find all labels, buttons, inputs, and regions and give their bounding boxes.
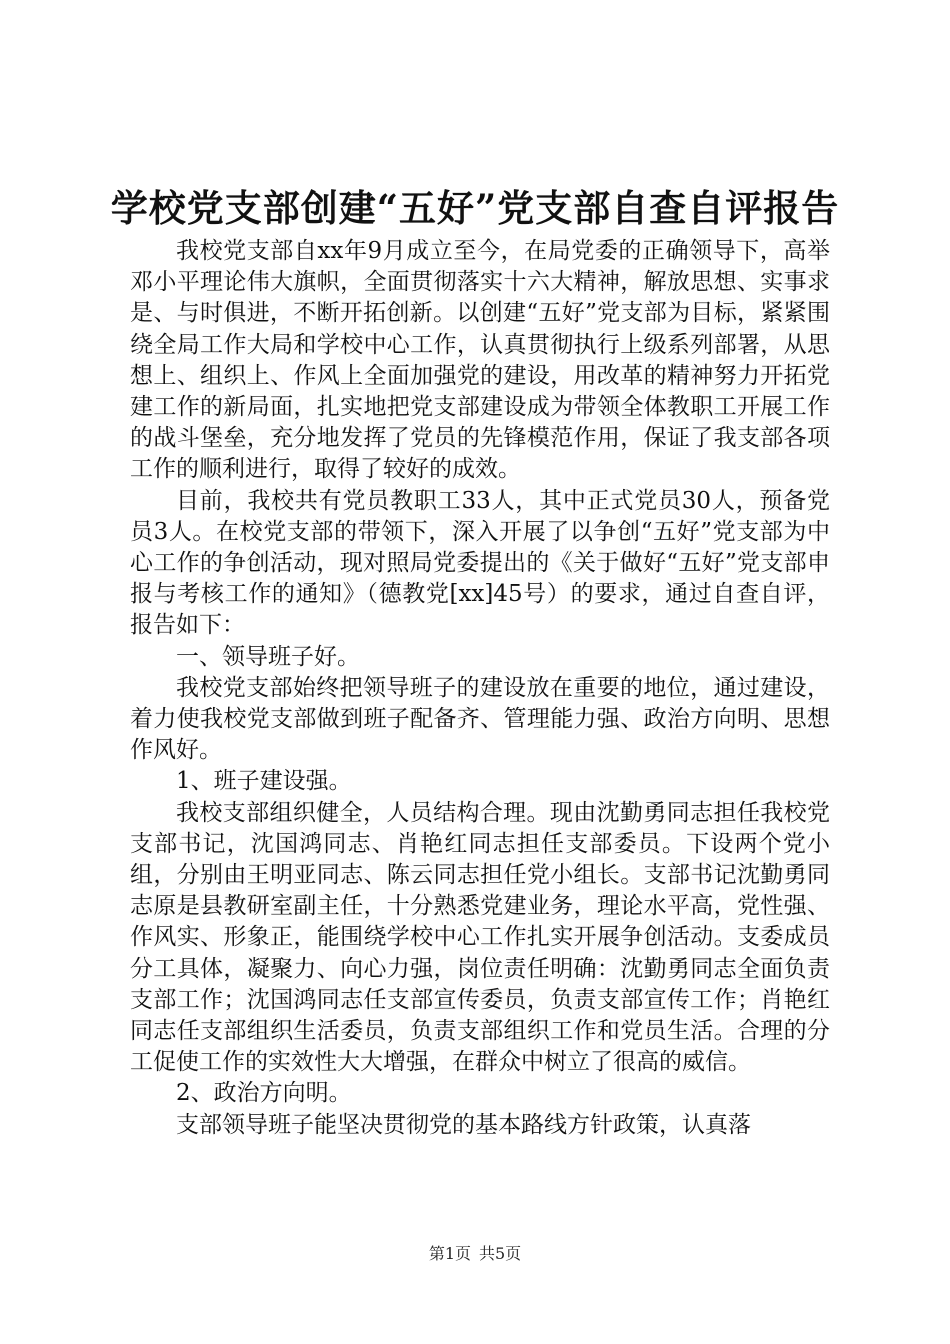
page-total: 共5页 (479, 1244, 522, 1263)
page-number: 第1页 (428, 1244, 471, 1263)
document-title: 学校党支部创建“五好”党支部自查自评报告 (110, 186, 840, 230)
subsection-heading-team-building: 1、班子建设强。 (176, 768, 352, 795)
paragraph-team-building: 我校支部组织健全，人员结构合理。现由沈勤勇同志担任我校党支部书记，沈国鸿同志、肖艳红同志担任支部委员。下设两个党小组，分别由王明亚同志、陈云同志担任党小组长。支部书记沈勤勇同志原是县教研室副主任，十分熟悉党建业务，理论水平高，党性强、作风实、形象正，能围绕学校中心工作扎实开展争创活动。支委成员分工具体，凝聚力、向心力强，岗位责任明确：沈勤勇同志全面负责支部工作；沈国鸿同志任支部宣传委员，负责支部宣传工作；肖艳红同志任支部组织生活委员，负责支部组织工作和党员生活。合理的分工促使工作的实效性大大增强，在群众中树立了很高的威信。 (130, 799, 830, 1076)
section-heading-leadership: 一、领导班子好。 (176, 643, 360, 670)
subsection-heading-political-direction: 2、政治方向明。 (176, 1080, 352, 1107)
paragraph-political-direction: 支部领导班子能坚决贯彻党的基本路线方针政策，认真落 (176, 1111, 751, 1138)
page-footer (0, 1244, 950, 1264)
document-body (130, 236, 830, 1141)
paragraph-membership: 目前，我校共有党员教职工33人，其中正式党员30人，预备党员3人。在校党支部的带领下，深入开展了以争创“五好”党支部为中心工作的争创活动，现对照局党委提出的《关于做好“五好”党支部申报与考核工作的通知》（德教党[xx]45号）的要求，通过自查自评，报告如下： (130, 487, 830, 639)
paragraph-leadership: 我校党支部始终把领导班子的建设放在重要的地位，通过建设，着力使我校党支部做到班子配备齐、管理能力强、政治方向明、思想作风好。 (130, 674, 830, 764)
paragraph-intro: 我校党支部自xx年9月成立至今，在局党委的正确领导下，高举邓小平理论伟大旗帜，全面贯彻落实十六大精神，解放思想、实事求是、与时俱进，不断开拓创新。以创建“五好”党支部为目标，紧紧围绕全局工作大局和学校中心工作，认真贯彻执行上级系列部署，从思想上、组织上、作风上全面加强党的建设，用改革的精神努力开拓党建工作的新局面，扎实地把党支部建设成为带领全体教职工开展工作的战斗堡垒，充分地发挥了党员的先锋模范作用，保证了我支部各项工作的顺利进行，取得了较好的成效。 (130, 238, 830, 483)
